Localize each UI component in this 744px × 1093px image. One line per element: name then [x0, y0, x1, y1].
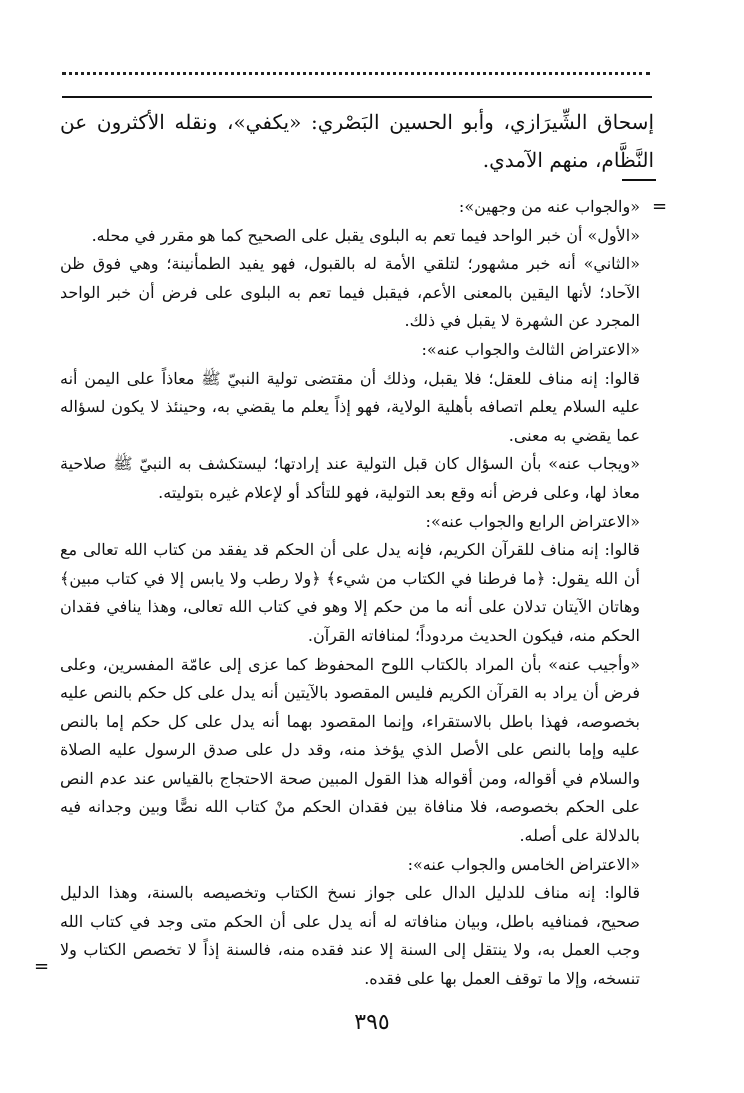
paragraph-response-heading: «والجواب عنه من وجهين»:: [458, 197, 640, 216]
paragraph-third-answer: «ويجاب عنه» بأن السؤال كان قبل التولية عند إرادتها؛ ليستكشف به النبيّ ﷺ صلاحية معاذ لها، وعلى فرض أنه وقع بعد التولية، فهو للتأكد أو لإعلام غيره بتوليته.: [60, 454, 640, 502]
continuation-marker-top: =: [652, 196, 668, 217]
heading-third-objection: «الاعتراض الثالث والجواب عنه»:: [421, 339, 640, 359]
paragraph-second-answer: «الثاني» أنه خبر مشهور؛ لتلقي الأمة له بالقبول، فهو يفيد الطمأنينة؛ وهي فوق ظن الآحاد؛ لأنها اليقين بالمعنى الأعم، فيقبل فيما تعم به البلوى على فرض أن خبر الواحد المجرد عن الشهرة لا يقبل في ذلك.: [60, 254, 640, 331]
continuation-marker-bottom: =: [34, 956, 50, 977]
paragraph-third-objection: قالوا: إنه مناف للعقل؛ فلا يقبل، وذلك أن مقتضى تولية النبيّ ﷺ معاذاً على اليمن أنه عليه السلام يعلم اتصافه بأهلية الولاية، فهو إذاً يعلم ما يقضي به، وحينئذ لا يكون لسؤاله عما يقضي به معنى.: [60, 368, 640, 445]
continued-footnote: إسحاق الشِّيرَازي، وأبو الحسين البَصْري: «يكفي»، ونقله الأكثرون عن النَّظَّام، منهم الآمدي.: [60, 110, 654, 172]
dotted-separator: [62, 72, 650, 75]
page-number: ٣٩٥: [354, 1010, 390, 1035]
paragraph-fourth-answer: «وأجيب عنه» بأن المراد بالكتاب اللوح المحفوظ كما عزى إلى عامّة المفسرين، وعلى فرض أن يراد به القرآن الكريم فليس المقصود بالآيتين أنه يدل على كل حكم بالنص عليه بخصوصه، فهذا باطل بالاستقراء، وإنما المقصود بهما أنه يدل على كل حكم إما بالنص عليه وإما بالنص على الأصل الذي يؤخذ منه، وقد دل على صدق الرسول عليه الصلاة والسلام في أقواله، ومن أقواله هذا القول المبين صحة الاحتجاج بالقياس عند عدم النص على الحكم بخصوصه، فلا منافاة بين فقدان الحكم منْ كتاب الله نصًّا وبين وجدانه فيه بالدلالة على أصله.: [60, 654, 640, 846]
heading-fourth-objection: «الاعتراض الرابع والجواب عنه»:: [425, 511, 640, 531]
main-text: [60, 193, 640, 994]
heading-fifth-objection: «الاعتراض الخامس والجواب عنه»:: [407, 854, 640, 874]
paragraph-first-answer: «الأول» أن خبر الواحد فيما تعم به البلوى يقبل على الصحيح كما هو مقرر في محله.: [91, 225, 640, 245]
paragraph-fourth-objection: قالوا: إنه مناف للقرآن الكريم، فإنه يدل على أن الحكم قد يفقد من كتاب الله تعالى مع أن الله يقول: ﴿ما فرطنا في الكتاب من شيء﴾ ﴿ولا رطب ولا يابس إلا في كتاب مبين﴾ وهاتان الآيتان تدلان على أنه ما من حكم إلا وهو في كتاب الله تعالى، وهذا ينافي فقدان الحكم منه، فيكون الحديث مردوداً؛ لمنافاته القرآن.: [60, 540, 640, 645]
footnote-top-rule: [62, 96, 652, 98]
footnote-divider: [622, 179, 656, 181]
paragraph-fifth-objection: قالوا: إنه مناف للدليل الدال على جواز نسخ الكتاب وتخصيصه بالسنة، وهذا الدليل صحيح، فمنافيه باطل، وبيان منافاته له أنه يدل على أن الحكم متى وجد في كتاب الله وجب العمل به، ولا ينتقل إلى السنة إلا عند فقده منه، فالسنة إذاً لا تخصص الكتاب ولا تنسخه، وإلا ما توقف العمل بها على فقده.: [60, 883, 640, 989]
